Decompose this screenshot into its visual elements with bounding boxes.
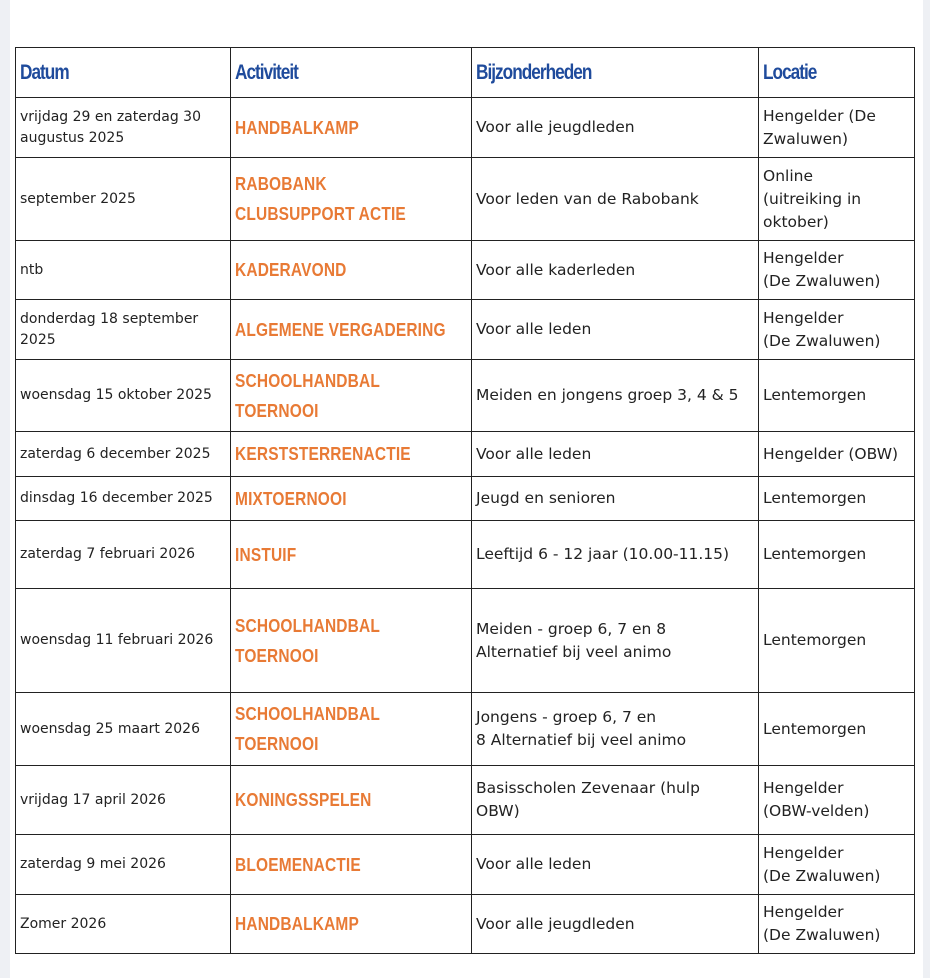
location-text: Lentemorgen — [763, 631, 867, 649]
activity-title-line: MIXTOERNOOI — [235, 488, 347, 509]
table-row — [16, 589, 915, 693]
activity-cell — [231, 98, 472, 158]
location-cell — [759, 589, 915, 693]
activity-title-line: SCHOOLHANDBAL — [235, 370, 380, 391]
location-text: Online (uitreiking in oktober) — [763, 166, 862, 231]
location-cell — [759, 693, 915, 766]
location-cell — [759, 158, 915, 241]
activity-cell — [231, 521, 472, 589]
activity-title — [235, 255, 467, 285]
activity-title — [235, 439, 467, 469]
activity-title — [235, 366, 467, 426]
activity-title-line: SCHOOLHANDBAL — [235, 615, 380, 636]
location-cell — [759, 432, 915, 477]
date-text: donderdag 18 september 2025 — [20, 310, 199, 348]
activity-title-line: KERSTSTERRENACTIE — [235, 444, 411, 464]
activity-cell — [231, 477, 472, 521]
details-cell — [472, 241, 759, 300]
details-cell — [472, 300, 759, 360]
location-cell — [759, 835, 915, 895]
activity-title — [235, 909, 467, 939]
table-row — [16, 693, 915, 766]
date-cell — [16, 241, 231, 300]
location-text: Lentemorgen — [763, 386, 867, 404]
activity-title — [235, 611, 467, 671]
date-cell — [16, 521, 231, 589]
activity-title — [235, 540, 467, 570]
table-row — [16, 835, 915, 895]
location-cell — [759, 360, 915, 432]
table-row — [16, 766, 915, 835]
location-text: Hengelder (De Zwaluwen) — [763, 106, 876, 148]
table-row — [16, 432, 915, 477]
date-cell — [16, 432, 231, 477]
location-text: Hengelder (De Zwaluwen) — [763, 843, 881, 885]
table-row — [16, 477, 915, 521]
details-text: Voor alle kaderleden — [476, 260, 636, 279]
date-text: zaterdag 7 februari 2026 — [20, 546, 196, 562]
column-header-activiteit: Activiteit — [231, 48, 472, 98]
activity-title-line: TOERNOOI — [235, 734, 319, 754]
activity-title-line: ALGEMENE VERGADERING — [235, 319, 446, 340]
location-cell — [759, 766, 915, 835]
details-text: Voor alle leden — [476, 444, 592, 463]
activity-cell — [231, 766, 472, 835]
date-cell — [16, 895, 231, 954]
date-cell — [16, 835, 231, 895]
location-text: Hengelder (De Zwaluwen) — [763, 903, 881, 944]
date-cell — [16, 300, 231, 360]
table-row — [16, 521, 915, 589]
activity-title-line: CLUBSUPPORT ACTIE — [235, 204, 406, 224]
location-text: Hengelder (De Zwaluwen) — [763, 249, 881, 290]
activity-title-line: KONINGSSPELEN — [235, 790, 372, 810]
details-text: Meiden - groep 6, 7 en 8 Alternatief bij veel animo — [476, 619, 672, 661]
activity-title-line: BLOEMENACTIE — [235, 854, 361, 875]
activity-schedule-table — [15, 47, 915, 954]
details-cell — [472, 432, 759, 477]
details-cell — [472, 521, 759, 589]
column-header-datum: Datum — [16, 48, 231, 98]
location-text: Lentemorgen — [763, 489, 867, 507]
date-cell — [16, 589, 231, 693]
details-cell — [472, 158, 759, 241]
date-text: zaterdag 9 mei 2026 — [20, 856, 166, 872]
details-text: Voor alle leden — [476, 855, 592, 873]
activity-title — [235, 699, 467, 759]
details-cell — [472, 895, 759, 954]
location-text: Hengelder (OBW) — [763, 444, 899, 463]
activity-title-line: RABOBANK — [235, 174, 327, 194]
activity-cell — [231, 589, 472, 693]
details-cell — [472, 477, 759, 521]
date-text: woensdag 25 maart 2026 — [20, 720, 200, 737]
activity-cell — [231, 432, 472, 477]
activity-title — [235, 315, 467, 345]
date-cell — [16, 477, 231, 521]
details-cell — [472, 98, 759, 158]
location-cell — [759, 241, 915, 300]
activity-title — [235, 169, 467, 229]
details-cell — [472, 360, 759, 432]
activity-cell — [231, 158, 472, 241]
date-text: ntb — [20, 261, 44, 278]
details-text: Voor alle jeugdleden — [476, 914, 635, 933]
activity-title-line: HANDBALKAMP — [235, 117, 360, 138]
date-text: woensdag 15 oktober 2025 — [20, 387, 212, 403]
table-row — [16, 360, 915, 432]
location-text: Lentemorgen — [763, 545, 867, 563]
details-text: Jongens - groep 6, 7 en 8 Alternatief bij veel animo — [476, 708, 687, 749]
activity-title-line: TOERNOOI — [235, 645, 319, 666]
activity-cell — [231, 300, 472, 360]
details-cell — [472, 835, 759, 895]
date-cell — [16, 360, 231, 432]
details-text: Jeugd en senioren — [476, 489, 616, 507]
activity-title-line: KADERAVOND — [235, 260, 347, 280]
details-cell — [472, 766, 759, 835]
activity-title-line: INSTUIF — [235, 544, 297, 565]
table-header-row — [16, 48, 915, 98]
date-text: woensdag 11 februari 2026 — [20, 632, 214, 648]
date-text: vrijdag 29 en zaterdag 30 augustus 2025 — [20, 108, 201, 146]
table-row — [16, 98, 915, 158]
date-cell — [16, 766, 231, 835]
document-page — [10, 0, 923, 978]
date-text: Zomer 2026 — [20, 915, 107, 932]
activity-title — [235, 785, 467, 815]
details-text: Voor alle leden — [476, 320, 592, 338]
details-text: Voor leden van de Rabobank — [476, 189, 699, 208]
activity-title — [235, 484, 467, 514]
details-text: Basisscholen Zevenaar (hulp OBW) — [476, 779, 700, 820]
details-text: Meiden en jongens groep 3, 4 & 5 — [476, 386, 739, 404]
column-header-locatie: Locatie — [759, 48, 915, 98]
location-text: Hengelder (OBW-velden) — [763, 779, 870, 820]
location-cell — [759, 895, 915, 954]
location-cell — [759, 98, 915, 158]
activity-title — [235, 113, 467, 143]
activity-cell — [231, 693, 472, 766]
date-cell — [16, 98, 231, 158]
date-cell — [16, 693, 231, 766]
activity-cell — [231, 360, 472, 432]
location-text: Lentemorgen — [763, 719, 867, 738]
location-text: Hengelder (De Zwaluwen) — [763, 308, 881, 350]
details-text: Voor alle jeugdleden — [476, 118, 635, 136]
location-cell — [759, 521, 915, 589]
activity-cell — [231, 895, 472, 954]
details-cell — [472, 693, 759, 766]
location-cell — [759, 300, 915, 360]
location-cell — [759, 477, 915, 521]
column-header-bijzonderheden: Bijzonderheden — [472, 48, 759, 98]
activity-title-line: TOERNOOI — [235, 400, 319, 421]
date-text: september 2025 — [20, 190, 136, 207]
date-cell — [16, 158, 231, 241]
activity-title-line: HANDBALKAMP — [235, 914, 360, 934]
table-row — [16, 241, 915, 300]
date-text: zaterdag 6 december 2025 — [20, 445, 211, 462]
activity-cell — [231, 835, 472, 895]
date-text: vrijdag 17 april 2026 — [20, 791, 166, 808]
details-cell — [472, 589, 759, 693]
table-row — [16, 895, 915, 954]
details-text: Leeftijd 6 - 12 jaar (10.00-11.15) — [476, 545, 730, 563]
table-row — [16, 158, 915, 241]
activity-cell — [231, 241, 472, 300]
table-row — [16, 300, 915, 360]
activity-title-line: SCHOOLHANDBAL — [235, 704, 380, 724]
activity-title — [235, 850, 467, 880]
date-text: dinsdag 16 december 2025 — [20, 490, 213, 506]
